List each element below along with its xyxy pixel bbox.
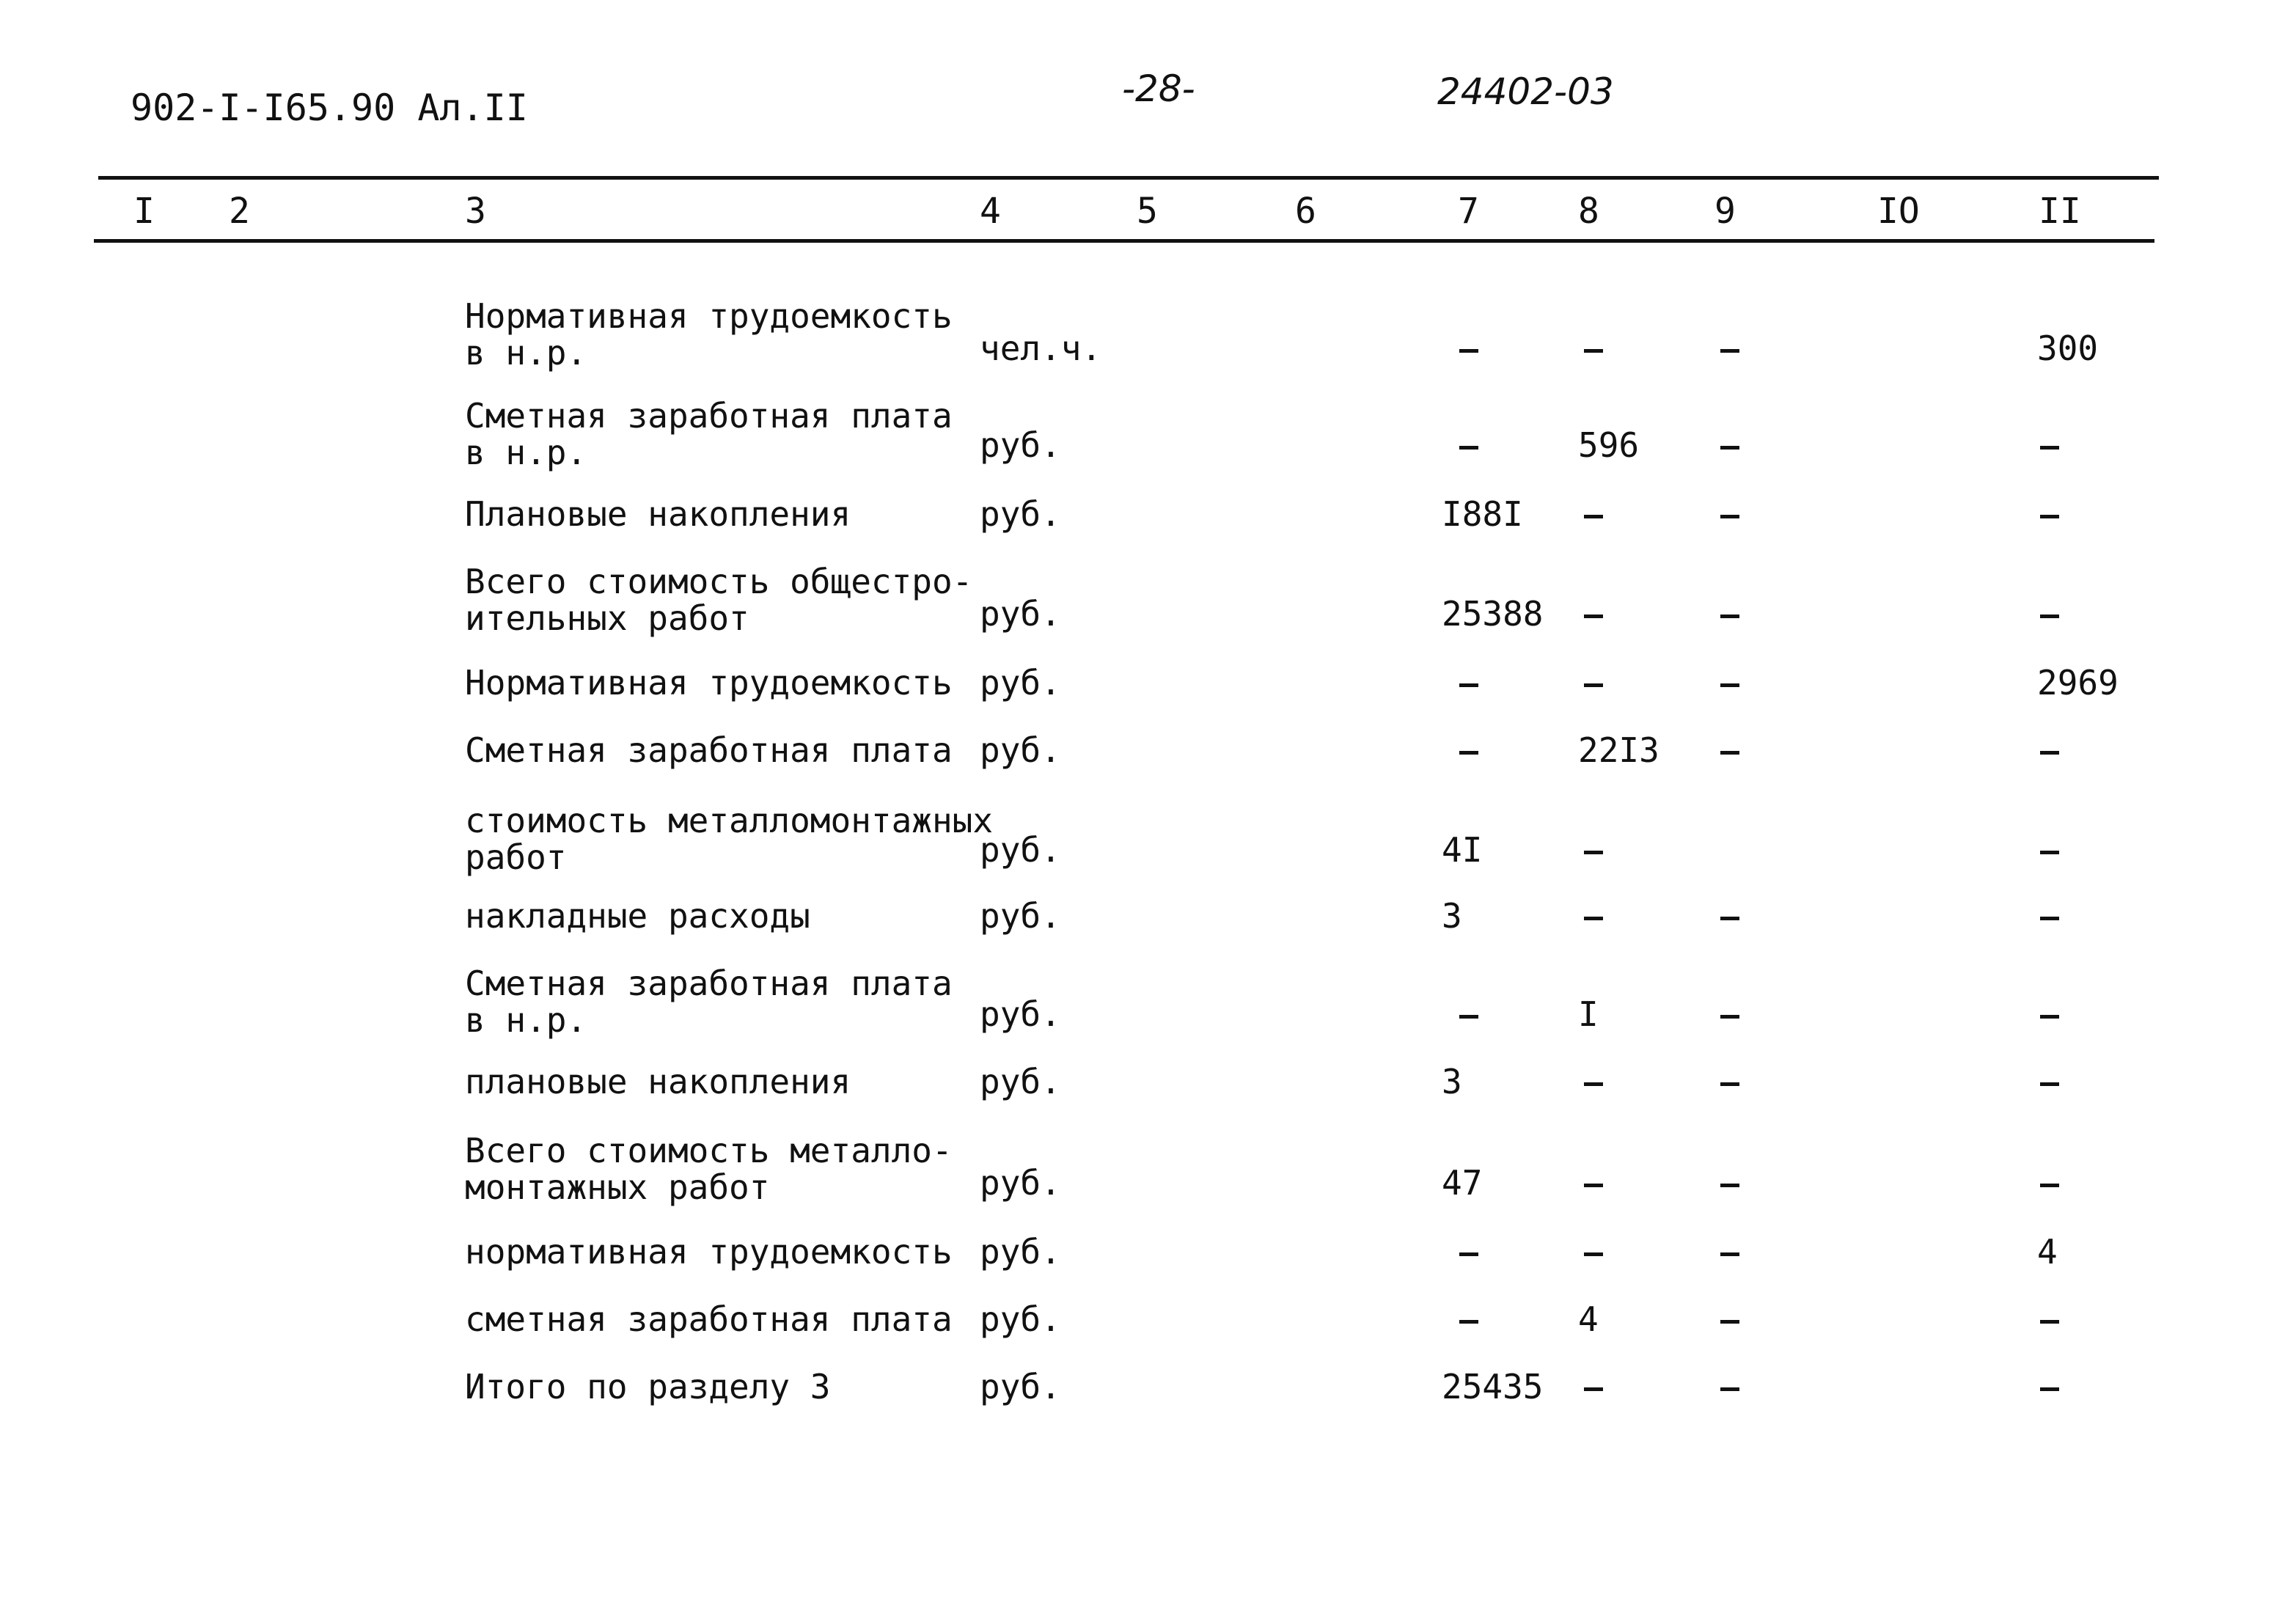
dash-mark bbox=[2040, 1184, 2059, 1187]
dash-c9 bbox=[1720, 1063, 1739, 1100]
column-header-5: 5 bbox=[1137, 191, 1158, 232]
dash-mark bbox=[2040, 1082, 2059, 1086]
value-c7: 3 bbox=[1442, 1062, 1462, 1101]
value-c11: 300 bbox=[2037, 329, 2099, 368]
dash-c9 bbox=[1720, 732, 1739, 769]
dash-c9 bbox=[1720, 1164, 1739, 1201]
dash-mark bbox=[1584, 683, 1603, 687]
dash-mark bbox=[2040, 751, 2059, 755]
column-header-4: 4 bbox=[980, 191, 1001, 232]
row-unit: руб. bbox=[980, 730, 1061, 770]
dash-c11 bbox=[2040, 595, 2059, 632]
dash-mark bbox=[1459, 1015, 1478, 1019]
dash-mark bbox=[1720, 446, 1739, 450]
dash-c7 bbox=[1459, 996, 1478, 1032]
value-c11: 4 bbox=[2037, 1232, 2058, 1272]
row-unit: руб. bbox=[980, 1062, 1061, 1101]
dash-c8 bbox=[1584, 664, 1603, 701]
row-description: нормативная трудоемкость bbox=[465, 1232, 953, 1272]
dash-mark bbox=[1584, 515, 1603, 518]
row-description: Всего стоимость металло- монтажных работ bbox=[465, 1131, 953, 1207]
dash-mark bbox=[1720, 917, 1739, 920]
column-header-1: I bbox=[133, 191, 155, 232]
dash-mark bbox=[1720, 349, 1739, 353]
dash-mark bbox=[2040, 446, 2059, 450]
dash-mark bbox=[2040, 1387, 2059, 1391]
value-c8: 596 bbox=[1578, 425, 1640, 465]
row-description: Плановые накопления bbox=[465, 494, 851, 534]
column-header-7: 7 bbox=[1458, 191, 1479, 232]
value-c8: 22I3 bbox=[1578, 730, 1659, 770]
dash-mark bbox=[1720, 615, 1739, 618]
dash-c7 bbox=[1459, 1301, 1478, 1338]
row-description: Сметная заработная плата в н.р. bbox=[465, 396, 953, 472]
dash-mark bbox=[1584, 349, 1603, 353]
dash-mark bbox=[1720, 515, 1739, 518]
dash-c9 bbox=[1720, 330, 1739, 367]
dash-c8 bbox=[1584, 1063, 1603, 1100]
dash-c11 bbox=[2040, 496, 2059, 532]
dash-c9 bbox=[1720, 595, 1739, 632]
dash-mark bbox=[1584, 615, 1603, 618]
column-header-6: 6 bbox=[1295, 191, 1316, 232]
archive-number: 24402-03 bbox=[1437, 70, 1614, 113]
value-c7: 47 bbox=[1442, 1163, 1483, 1203]
dash-mark bbox=[1584, 1387, 1603, 1391]
column-header-8: 8 bbox=[1578, 191, 1599, 232]
dash-mark bbox=[2040, 615, 2059, 618]
dash-mark bbox=[1720, 1320, 1739, 1324]
row-description: плановые накопления bbox=[465, 1062, 851, 1101]
page-number: -28- bbox=[1122, 67, 1195, 110]
row-description: Сметная заработная плата в н.р. bbox=[465, 964, 953, 1040]
dash-c7 bbox=[1459, 732, 1478, 769]
dash-mark bbox=[2040, 515, 2059, 518]
dash-mark bbox=[1720, 1252, 1739, 1256]
dash-c11 bbox=[2040, 1164, 2059, 1201]
row-unit: руб. bbox=[980, 1367, 1061, 1406]
row-description: Итого по разделу 3 bbox=[465, 1367, 831, 1406]
dash-c8 bbox=[1584, 832, 1603, 868]
row-unit: руб. bbox=[980, 1163, 1061, 1203]
row-unit: руб. bbox=[980, 494, 1061, 534]
dash-c7 bbox=[1459, 1233, 1478, 1270]
dash-mark bbox=[1720, 1015, 1739, 1019]
dash-c8 bbox=[1584, 1233, 1603, 1270]
dash-c11 bbox=[2040, 1063, 2059, 1100]
column-header-10: IO bbox=[1877, 191, 1920, 232]
dash-mark bbox=[1459, 1252, 1478, 1256]
table-header-rule bbox=[94, 239, 2154, 243]
row-unit: руб. bbox=[980, 896, 1061, 936]
dash-mark bbox=[2040, 1320, 2059, 1324]
dash-c8 bbox=[1584, 330, 1603, 367]
dash-c8 bbox=[1584, 1164, 1603, 1201]
dash-c9 bbox=[1720, 1301, 1739, 1338]
row-unit: руб. bbox=[980, 663, 1061, 703]
dash-mark bbox=[1584, 1252, 1603, 1256]
dash-mark bbox=[1720, 1387, 1739, 1391]
dash-c11 bbox=[2040, 427, 2059, 463]
dash-mark bbox=[1584, 1082, 1603, 1086]
column-header-9: 9 bbox=[1714, 191, 1736, 232]
dash-c11 bbox=[2040, 996, 2059, 1032]
dash-c11 bbox=[2040, 898, 2059, 934]
dash-c8 bbox=[1584, 898, 1603, 934]
dash-c9 bbox=[1720, 1368, 1739, 1405]
dash-mark bbox=[2040, 851, 2059, 854]
value-c7: 25435 bbox=[1442, 1367, 1544, 1406]
row-description: стоимость металломонтажных работ bbox=[465, 801, 994, 877]
dash-c9 bbox=[1720, 898, 1739, 934]
dash-c8 bbox=[1584, 496, 1603, 532]
dash-c8 bbox=[1584, 595, 1603, 632]
row-description: накладные расходы bbox=[465, 896, 810, 936]
row-description: сметная заработная плата bbox=[465, 1299, 953, 1339]
value-c7: I88I bbox=[1442, 494, 1523, 534]
document-code: 902-I-I65.90 Ал.II bbox=[131, 87, 528, 129]
dash-c7 bbox=[1459, 664, 1478, 701]
dash-mark bbox=[1459, 349, 1478, 353]
row-unit: руб. bbox=[980, 425, 1061, 465]
column-header-11: II bbox=[2039, 191, 2081, 232]
row-unit: руб. bbox=[980, 994, 1061, 1034]
row-unit: руб. bbox=[980, 1299, 1061, 1339]
dash-c11 bbox=[2040, 732, 2059, 769]
dash-mark bbox=[2040, 917, 2059, 920]
dash-c9 bbox=[1720, 664, 1739, 701]
dash-mark bbox=[2040, 1015, 2059, 1019]
dash-c9 bbox=[1720, 496, 1739, 532]
row-unit: руб. bbox=[980, 1232, 1061, 1272]
dash-mark bbox=[1459, 751, 1478, 755]
dash-c8 bbox=[1584, 1368, 1603, 1405]
dash-mark bbox=[1720, 751, 1739, 755]
dash-mark bbox=[1584, 851, 1603, 854]
dash-c9 bbox=[1720, 1233, 1739, 1270]
dash-c7 bbox=[1459, 427, 1478, 463]
row-unit: руб. bbox=[980, 594, 1061, 634]
dash-mark bbox=[1459, 446, 1478, 450]
value-c11: 2969 bbox=[2037, 663, 2119, 703]
dash-mark bbox=[1459, 1320, 1478, 1324]
dash-mark bbox=[1720, 1184, 1739, 1187]
row-description: Сметная заработная плата bbox=[465, 730, 953, 770]
table-top-rule bbox=[98, 176, 2159, 180]
dash-c11 bbox=[2040, 1301, 2059, 1338]
value-c7: 3 bbox=[1442, 896, 1462, 936]
dash-mark bbox=[1584, 917, 1603, 920]
dash-c7 bbox=[1459, 330, 1478, 367]
dash-c11 bbox=[2040, 832, 2059, 868]
value-c7: 25388 bbox=[1442, 594, 1544, 634]
row-description: Нормативная трудоемкость в н.р. bbox=[465, 296, 953, 373]
dash-c9 bbox=[1720, 427, 1739, 463]
dash-mark bbox=[1584, 1184, 1603, 1187]
dash-c11 bbox=[2040, 1368, 2059, 1405]
column-header-3: 3 bbox=[465, 191, 486, 232]
dash-c9 bbox=[1720, 996, 1739, 1032]
value-c8: I bbox=[1578, 994, 1599, 1034]
row-unit: руб. bbox=[980, 830, 1061, 870]
dash-mark bbox=[1720, 683, 1739, 687]
row-unit: чел.ч. bbox=[980, 329, 1102, 368]
row-description: Нормативная трудоемкость bbox=[465, 663, 953, 703]
column-header-2: 2 bbox=[229, 191, 250, 232]
dash-mark bbox=[1459, 683, 1478, 687]
value-c7: 4I bbox=[1442, 830, 1483, 870]
dash-mark bbox=[1720, 1082, 1739, 1086]
row-description: Всего стоимость общестро- ительных работ bbox=[465, 562, 973, 638]
value-c8: 4 bbox=[1578, 1299, 1599, 1339]
